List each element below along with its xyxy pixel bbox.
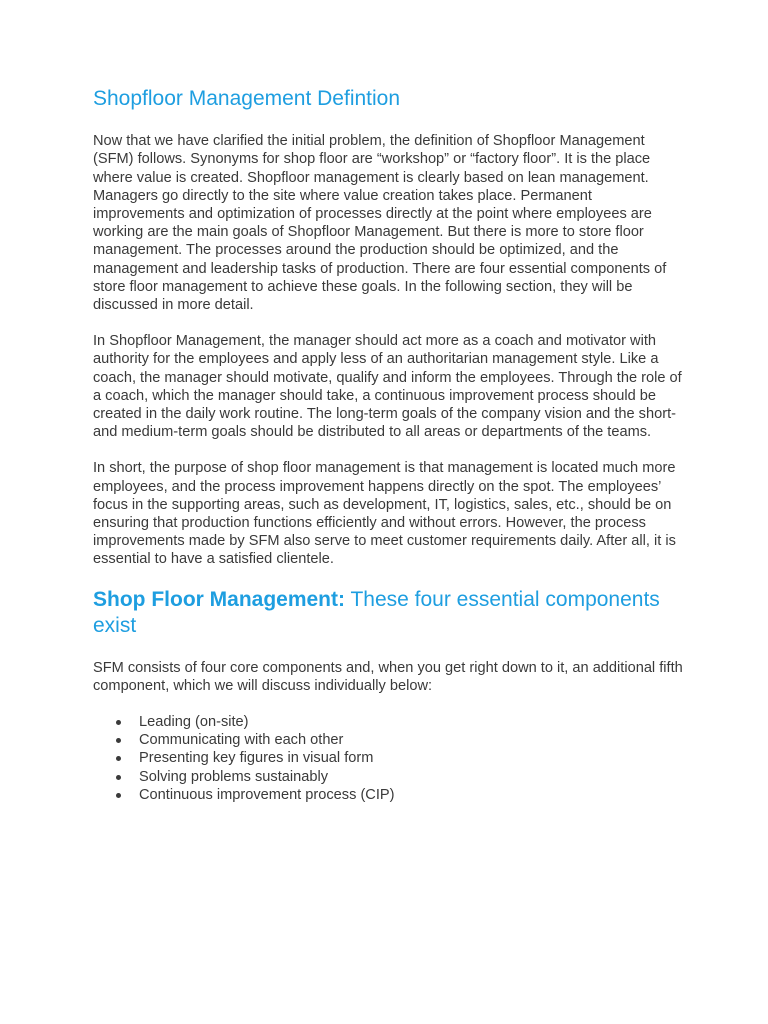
section-title-components-bold: Shop Floor Management:: [93, 587, 345, 611]
bullet-icon: [116, 775, 121, 780]
paragraph-definition: Now that we have clarified the initial problem, the definition of Shopfloor Management (SFM) follows. Synonyms for shop floor are “workshop” or “factory floor”. It is the place where value is created. Shopfloor management is clearly based on lean management. Managers go directly to the site where value creation takes place. Permanent improvements and optimization of processes directly at the point where employees are working are the main goals of Shopfloor Management. But there is more to store floor management. The processes around the production should be optimized, and the management and leadership tasks of production. There are four essential components of store floor management to achieve these goals. In the following section, they will be discussed in more detail.: [93, 133, 667, 314]
document-page: [93, 86, 683, 804]
list-item: [93, 768, 683, 786]
paragraph-manager-coach: In Shopfloor Management, the manager should act more as a coach and motivator with authority for the employees and apply less of an authoritarian management style. Like a coach, the manager should motivate, qualify and inform the employees. Through the role of a coach, which the manager should take, a continuous improvement process should be created in the daily work routine. The long-term goals of the company vision and the short- and medium-term goals should be distributed to all areas or departments of the teams.: [93, 333, 682, 441]
list-item: [93, 749, 683, 767]
paragraph-components-intro: SFM consists of four core components and, when you get right down to it, an additional fifth component, which we will discuss individually below:: [93, 659, 683, 694]
bullet-icon: [116, 756, 121, 761]
bullet-icon: [116, 793, 121, 798]
list-item-text: Continuous improvement process (CIP): [139, 786, 395, 803]
list-item-text: Communicating with each other: [139, 732, 344, 749]
list-item: [93, 786, 683, 804]
list-item-text: Presenting key figures in visual form: [139, 750, 374, 767]
list-item-text: Leading (on-site): [139, 714, 249, 731]
section-title-components: [93, 587, 683, 639]
section-title-components-rest: These four essential components exist: [93, 587, 660, 637]
bullet-icon: [116, 720, 121, 725]
section-title-shopfloor-definition: Shopfloor Management Defintion: [93, 87, 401, 110]
list-item-text: Solving problems sustainably: [139, 768, 329, 785]
bullet-icon: [116, 738, 121, 743]
components-list: [93, 713, 683, 804]
list-item: [93, 731, 683, 749]
list-item: [93, 713, 683, 731]
paragraph-purpose: In short, the purpose of shop floor management is that management is located much more employees, and the process improvement happens directly on the spot. The employees’ focus in the supporting areas, such as development, IT, logistics, sales, etc., should be on ensuring that production functions efficiently and without errors. However, the process improvements made by SFM also serve to meet customer requirements daily. After all, it is essential to have a satisfied clientele.: [93, 460, 676, 568]
